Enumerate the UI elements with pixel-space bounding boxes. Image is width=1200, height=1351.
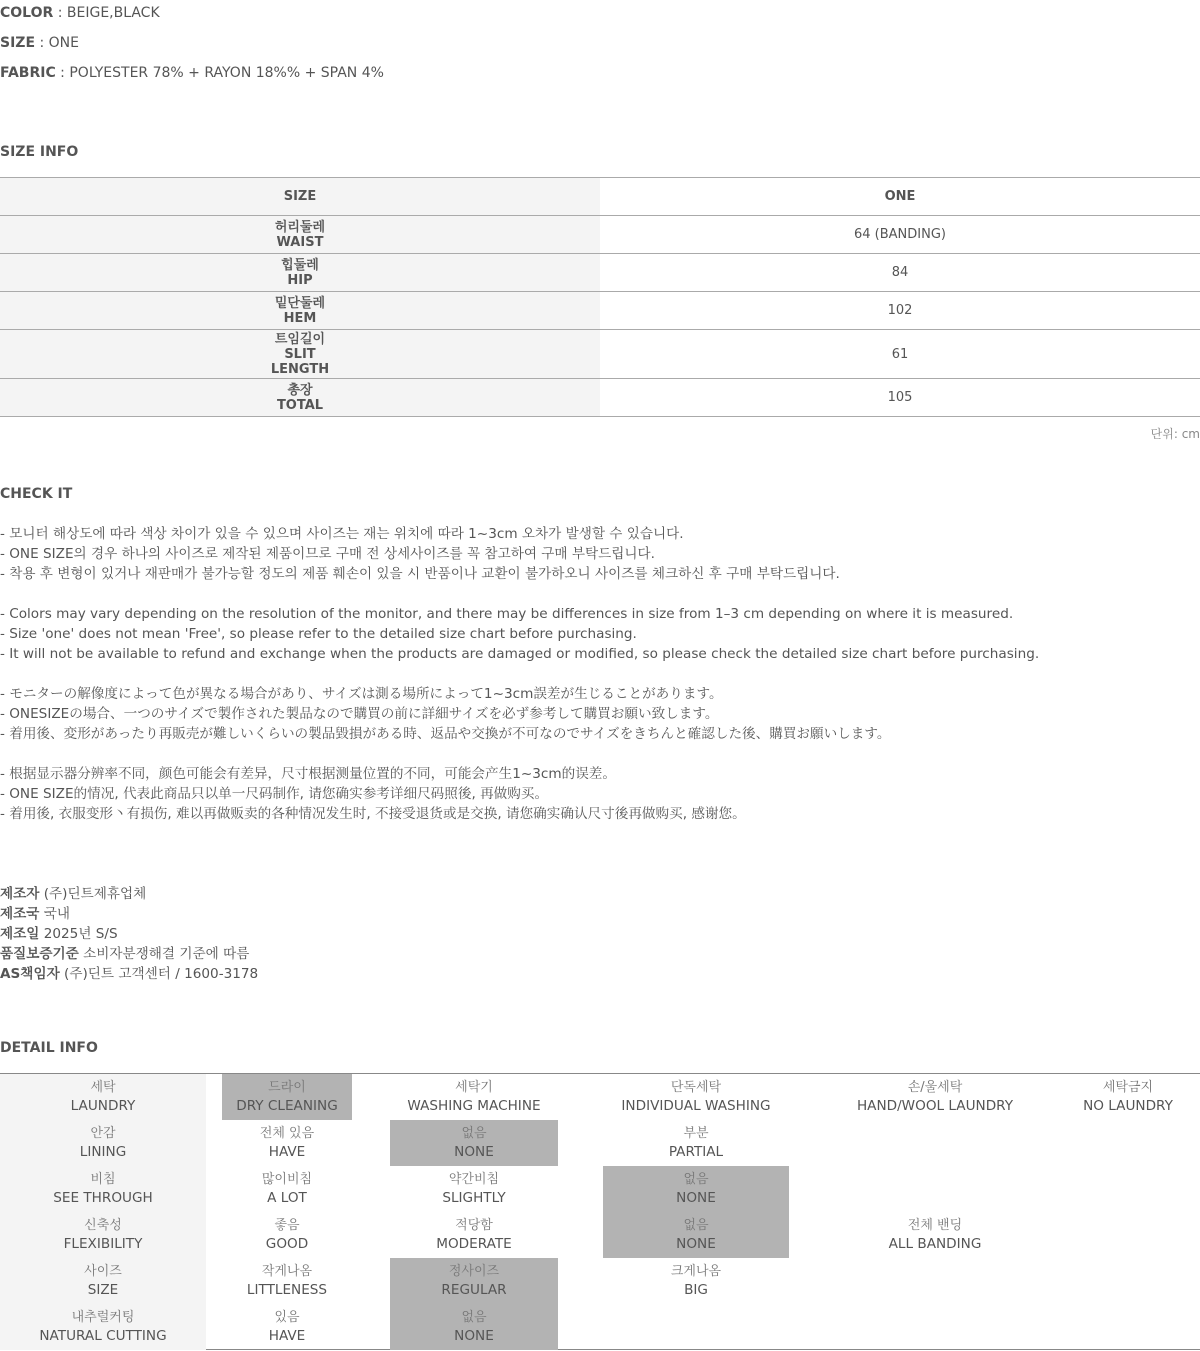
size-row-label-en: HIP	[287, 272, 313, 288]
size-row-label-ko: 밑단둘레	[274, 295, 326, 311]
detail-label-2	[0, 1166, 206, 1212]
maker-warranty: 품질보증기준 소비자분쟁해결 기준에 따름	[0, 946, 250, 962]
spec-fabric: FABRIC : POLYESTER 78% + RAYON 18%% + SPAN 4%	[0, 65, 384, 81]
size-row-value: 84	[600, 254, 1200, 292]
note-en-2: - Size 'one' does not mean 'Free', so please refer to the detailed size chart before purchasing.	[0, 626, 637, 642]
size-table-header	[0, 178, 1200, 216]
size-table	[0, 177, 1200, 417]
note-zh-2: - ONE SIZE的情况, 代表此商品只以单一尺码制作, 请您确实参考详细尺码照後, 再做购买。	[0, 786, 549, 802]
detail-option-en: DRY CLEANING	[236, 1098, 338, 1114]
detail-option-en: NONE	[676, 1236, 716, 1252]
detail-grid	[0, 1073, 1200, 1350]
detail-option-selected	[603, 1212, 789, 1258]
check-it-title: CHECK IT	[0, 486, 73, 502]
detail-option-en: SLIGHTLY	[442, 1190, 506, 1206]
detail-label-en: LAUNDRY	[70, 1098, 136, 1114]
detail-option-selected	[390, 1304, 558, 1350]
size-row-value: 64 (BANDING)	[600, 216, 1200, 254]
detail-option-en: ALL BANDING	[888, 1236, 982, 1252]
detail-label-ko: 안감	[90, 1126, 116, 1141]
size-row-label-en2: LENGTH	[270, 361, 330, 377]
detail-option	[222, 1212, 352, 1258]
maker-info	[0, 884, 258, 984]
detail-label-ko: 내추럴커팅	[71, 1310, 135, 1325]
note-en-1: - Colors may vary depending on the resolution of the monitor, and there may be differences in size from 1–3 cm depending on where it is measured.	[0, 606, 1014, 622]
size-row-waist	[0, 216, 1200, 254]
detail-label-3	[0, 1212, 206, 1258]
detail-option-en: WASHING MACHINE	[407, 1098, 541, 1114]
note-en-3: - It will not be available to refund and exchange when the products are damaged or modified, so please check the detailed size chart before purchasing.	[0, 646, 1040, 662]
size-header-label: SIZE	[0, 178, 600, 216]
detail-option-en: A LOT	[267, 1190, 307, 1206]
detail-option	[603, 1258, 789, 1304]
detail-label-en: NATURAL CUTTING	[39, 1328, 167, 1344]
size-unit: 단위: cm	[1150, 427, 1200, 441]
detail-option	[390, 1074, 558, 1120]
detail-option-ko: 약간비침	[448, 1172, 500, 1187]
size-row-hem	[0, 292, 1200, 330]
maker-country: 제조국 국내	[0, 906, 70, 922]
detail-option	[390, 1166, 558, 1212]
detail-option-en: PARTIAL	[668, 1144, 724, 1160]
detail-label-en: LINING	[79, 1144, 127, 1160]
detail-label-ko: 세탁	[90, 1080, 116, 1095]
detail-option-en: HAND/WOOL LAUNDRY	[856, 1098, 1014, 1114]
detail-option-en: HAVE	[268, 1328, 306, 1344]
detail-option	[826, 1074, 1044, 1120]
size-row-label	[0, 216, 600, 254]
detail-option	[826, 1212, 1044, 1258]
detail-option-en: MODERATE	[436, 1236, 512, 1252]
size-row-label	[0, 254, 600, 292]
detail-option	[222, 1120, 352, 1166]
note-ja-3: - 着用後、変形があったり再販売が難しいくらいの製品毀損がある時、返品や交換が不可なのでサイズをきちんと確認した後、購買お願いします。	[0, 726, 891, 742]
detail-label-1	[0, 1120, 206, 1166]
size-row-label-ko: 트임길이	[274, 331, 326, 347]
note-ja-2: - ONESIZEの場合、一つのサイズで製作された製品なので購買の前に詳細サイズを必ず参考して購買お願い致します。	[0, 706, 719, 722]
size-row-label	[0, 292, 600, 330]
size-info-title: SIZE INFO	[0, 144, 79, 160]
size-row-value: 61	[600, 330, 1200, 379]
detail-option-ko: 없음	[683, 1218, 709, 1233]
detail-option-ko: 세탁금지	[1102, 1080, 1154, 1095]
maker-date: 제조일 2025년 S/S	[0, 926, 118, 942]
detail-option-ko: 좋음	[274, 1218, 300, 1233]
detail-label-0	[0, 1074, 206, 1120]
detail-option-selected	[603, 1166, 789, 1212]
detail-option-en: NO LAUNDRY	[1083, 1098, 1173, 1114]
size-row-total	[0, 379, 1200, 417]
size-row-label-en: TOTAL	[276, 397, 324, 413]
note-ko-1: - 모니터 해상도에 따라 색상 차이가 있을 수 있으며 사이즈는 재는 위치에 따라 1~3cm 오차가 발생할 수 있습니다.	[0, 526, 684, 542]
detail-label-ko: 신축성	[84, 1218, 122, 1233]
size-row-label-en: HEM	[283, 310, 317, 326]
size-row-label	[0, 330, 600, 379]
note-zh-1: - 根据显示器分辨率不同，颜色可能会有差异，尺寸根据测量位置的不同，可能会产生1~3cm的误差。	[0, 766, 616, 782]
detail-option-selected	[390, 1258, 558, 1304]
detail-option-ko: 세탁기	[455, 1080, 493, 1095]
note-ja-1: - モニターの解像度によって色が異なる場合があり、サイズは測る場所によって1~3cm誤差が生じることがあります。	[0, 686, 723, 702]
size-row-label-ko: 허리둘레	[274, 219, 326, 235]
detail-option	[603, 1074, 789, 1120]
detail-option	[603, 1120, 789, 1166]
detail-label-en: SIZE	[87, 1282, 119, 1298]
size-header-value: ONE	[600, 178, 1200, 216]
detail-label-en: FLEXIBILITY	[63, 1236, 143, 1252]
detail-option-ko: 전체 있음	[259, 1126, 315, 1141]
detail-option-en: REGULAR	[441, 1282, 507, 1298]
detail-label-ko: 사이즈	[84, 1264, 122, 1279]
detail-option-ko: 크게나옴	[670, 1264, 722, 1279]
detail-option	[390, 1212, 558, 1258]
detail-option-en: BIG	[684, 1282, 708, 1298]
detail-option-ko: 손/울세탁	[907, 1080, 963, 1095]
maker-manufacturer: 제조자 (주)딘트제휴업체	[0, 886, 147, 902]
size-row-slit-length	[0, 330, 1200, 379]
check-it-notes	[0, 524, 1039, 824]
size-row-label-ko: 총장	[287, 382, 313, 398]
detail-option-ko: 정사이즈	[448, 1264, 500, 1279]
size-row-label-ko: 힙둘레	[281, 257, 319, 273]
detail-option-en: HAVE	[268, 1144, 306, 1160]
detail-option-ko: 드라이	[268, 1080, 306, 1095]
detail-info-title: DETAIL INFO	[0, 1040, 98, 1056]
size-row-value: 102	[600, 292, 1200, 330]
detail-label-4	[0, 1258, 206, 1304]
detail-option	[222, 1258, 352, 1304]
note-ko-2: - ONE SIZE의 경우 하나의 사이즈로 제작된 제품이므로 구매 전 상세사이즈를 꼭 참고하여 구매 부탁드립니다.	[0, 546, 655, 562]
detail-option-ko: 부분	[683, 1126, 709, 1141]
detail-option-selected	[222, 1074, 352, 1120]
detail-option-en: NONE	[454, 1328, 494, 1344]
spec-size: SIZE : ONE	[0, 35, 79, 51]
detail-label-en: SEE THROUGH	[53, 1190, 153, 1206]
detail-option-ko: 단독세탁	[670, 1080, 722, 1095]
detail-option	[1056, 1074, 1200, 1120]
detail-option	[222, 1304, 352, 1350]
detail-option	[222, 1166, 352, 1212]
detail-option-en: GOOD	[265, 1236, 309, 1252]
detail-option-ko: 있음	[274, 1310, 300, 1325]
size-row-hip	[0, 254, 1200, 292]
size-row-label	[0, 379, 600, 417]
detail-label-5	[0, 1304, 206, 1350]
detail-label-ko: 비침	[90, 1172, 116, 1187]
detail-option-ko: 전체 밴딩	[907, 1218, 963, 1233]
detail-option-ko: 적당함	[455, 1218, 493, 1233]
detail-option-ko: 없음	[461, 1310, 487, 1325]
detail-option-en: NONE	[454, 1144, 494, 1160]
detail-option-ko: 작게나옴	[261, 1264, 313, 1279]
maker-as: AS책임자 (주)딘트 고객센터 / 1600-3178	[0, 966, 259, 982]
size-row-label-en: WAIST	[276, 234, 324, 250]
note-zh-3: - 着用後, 衣服变形丶有损伤, 难以再做贩卖的各种情况发生时, 不接受退货或是交换, 请您确实确认尺寸後再做购买, 感谢您。	[0, 806, 746, 822]
detail-option-en: INDIVIDUAL WASHING	[621, 1098, 771, 1114]
size-row-label-en: SLIT	[284, 346, 316, 362]
detail-option-ko: 없음	[461, 1126, 487, 1141]
detail-option-ko: 많이비침	[261, 1172, 313, 1187]
size-row-value: 105	[600, 379, 1200, 417]
detail-option-en: NONE	[676, 1190, 716, 1206]
detail-option-en: LITTLENESS	[246, 1282, 328, 1298]
detail-option-ko: 없음	[683, 1172, 709, 1187]
spec-color: COLOR : BEIGE,BLACK	[0, 5, 160, 21]
note-ko-3: - 착용 후 변형이 있거나 재판매가 불가능할 정도의 제품 훼손이 있을 시 반품이나 교환이 불가하오니 사이즈를 체크하신 후 구매 부탁드립니다.	[0, 566, 840, 582]
detail-option-selected	[390, 1120, 558, 1166]
